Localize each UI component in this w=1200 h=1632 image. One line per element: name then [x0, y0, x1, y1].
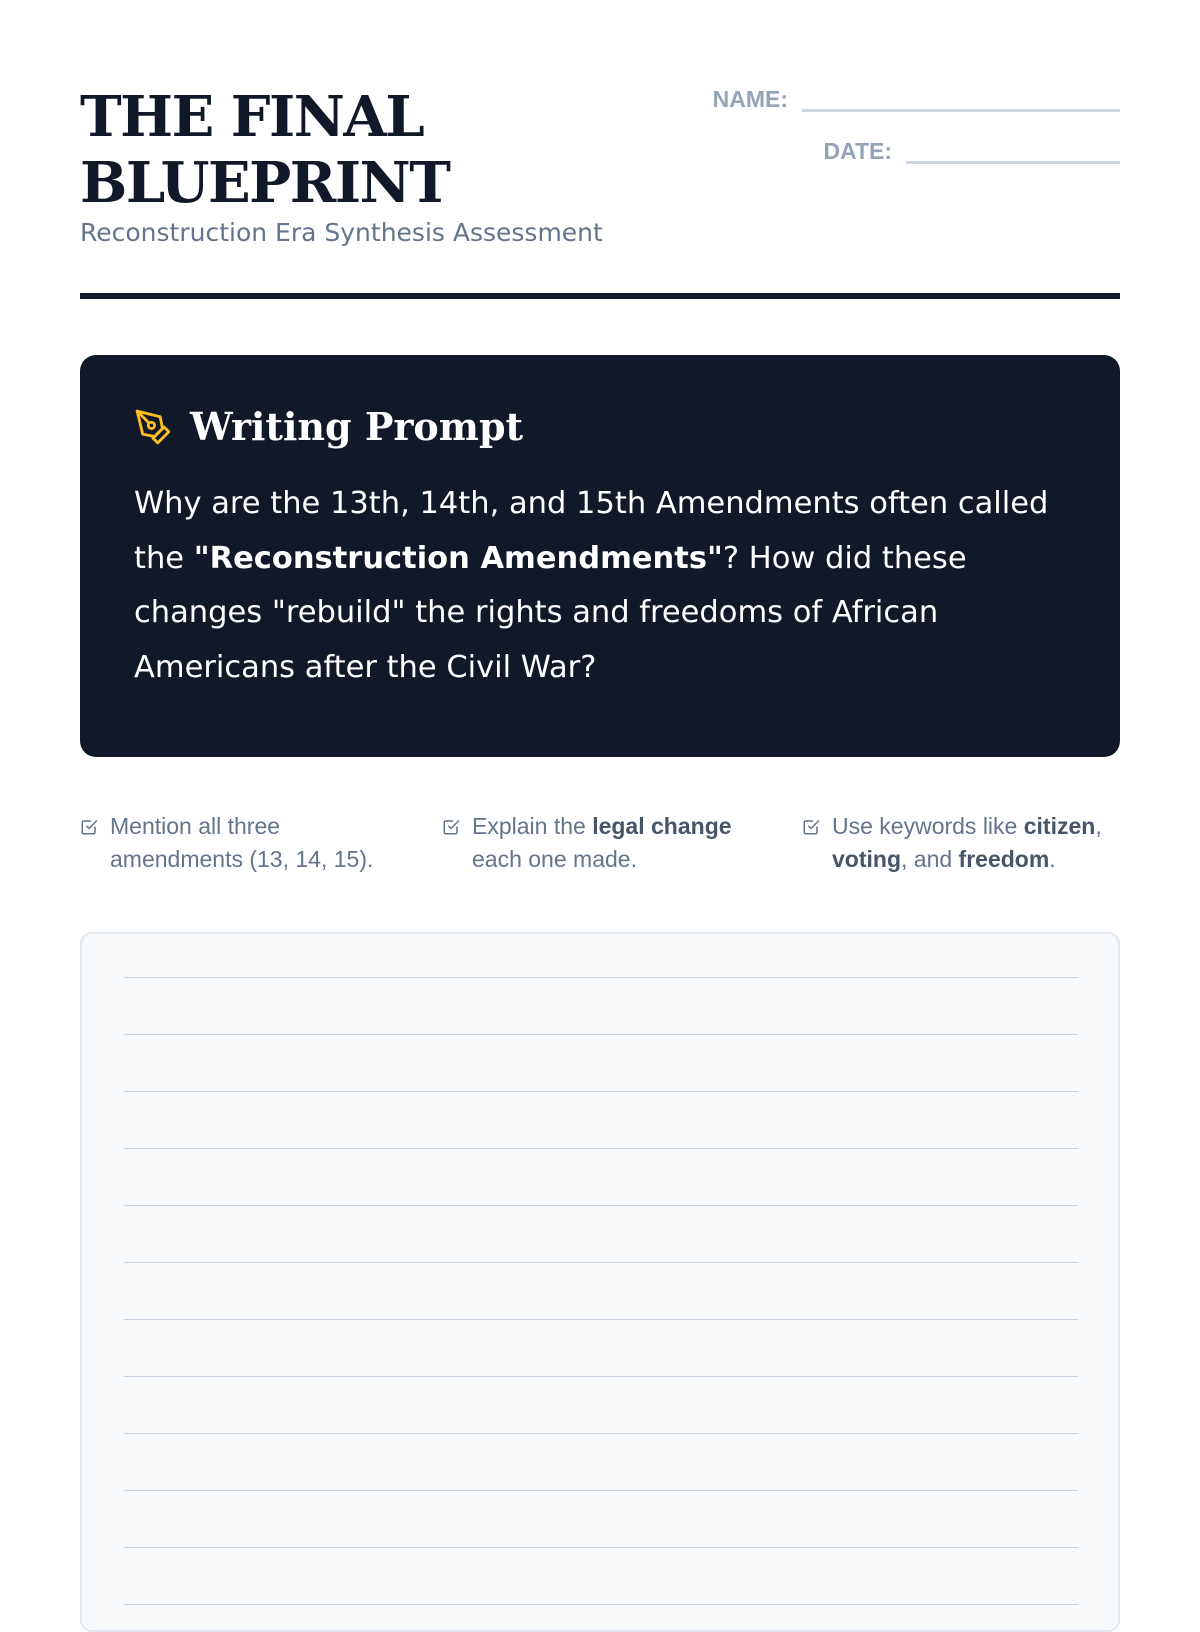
- checklist-keyword: voting: [832, 846, 901, 872]
- prompt-heading: Writing Prompt: [190, 404, 524, 449]
- writing-line: [124, 977, 1078, 978]
- writing-line: [124, 1034, 1078, 1035]
- prompt-question: [134, 477, 1066, 695]
- writing-line: [124, 1547, 1078, 1548]
- answer-writing-area[interactable]: [80, 932, 1120, 1632]
- date-input-line[interactable]: [906, 161, 1120, 164]
- checkbox-icon[interactable]: [442, 818, 460, 836]
- checklist-keyword: freedom: [958, 846, 1050, 872]
- writing-line: [124, 1205, 1078, 1206]
- writing-line: [124, 1490, 1078, 1491]
- writing-line: [124, 1262, 1078, 1263]
- prompt-text-emphasis: "Reconstruction Amendments": [193, 540, 723, 576]
- checkbox-icon[interactable]: [802, 818, 820, 836]
- checklist-keyword: legal change: [592, 813, 732, 839]
- checklist-text-part: .: [1049, 846, 1056, 872]
- date-label: DATE:: [823, 138, 892, 164]
- prompt-header: [134, 405, 1066, 449]
- checklist-text-part: Use keywords like: [832, 813, 1024, 839]
- writing-line: [124, 1148, 1078, 1149]
- name-input-line[interactable]: [802, 109, 1120, 112]
- checklist-text: Mention all three amendments (13, 14, 15).: [110, 813, 374, 872]
- name-label: NAME:: [712, 86, 788, 112]
- header-divider: [80, 293, 1120, 299]
- writing-line: [124, 1091, 1078, 1092]
- prompt-text-start: Why are the 13th, 14th, and 15th Amendments often called the: [134, 486, 1049, 576]
- checklist-item[interactable]: [802, 810, 1120, 876]
- pen-nib-icon: [134, 408, 172, 446]
- checklist-text: [832, 810, 1120, 876]
- checklist-item[interactable]: [442, 810, 772, 876]
- writing-prompt-card: [80, 355, 1120, 757]
- checkbox-icon[interactable]: [80, 818, 98, 836]
- checklist-text: [472, 810, 772, 876]
- writing-line: [124, 1376, 1078, 1377]
- page-title: THE FINAL BLUEPRINT: [80, 84, 450, 216]
- page-subtitle: Reconstruction Era Synthesis Assessment: [80, 218, 603, 247]
- checklist-keyword: citizen: [1023, 813, 1096, 839]
- requirements-checklist: [80, 810, 1120, 880]
- checklist-text-part: ,: [1095, 813, 1102, 839]
- writing-line: [124, 1433, 1078, 1434]
- name-field[interactable]: [713, 84, 1120, 114]
- checklist-text-part: each one made.: [472, 846, 637, 872]
- writing-line: [124, 1319, 1078, 1320]
- checklist-text-part: , and: [901, 846, 959, 872]
- checklist-text-part: Explain the: [472, 813, 593, 839]
- prompt-text-end: ? How did these changes "rebuild" the rights and freedoms of African Americans after the Civil War?: [134, 540, 967, 685]
- writing-line: [124, 1604, 1078, 1605]
- date-field[interactable]: [823, 136, 1120, 166]
- checklist-item[interactable]: [80, 810, 400, 876]
